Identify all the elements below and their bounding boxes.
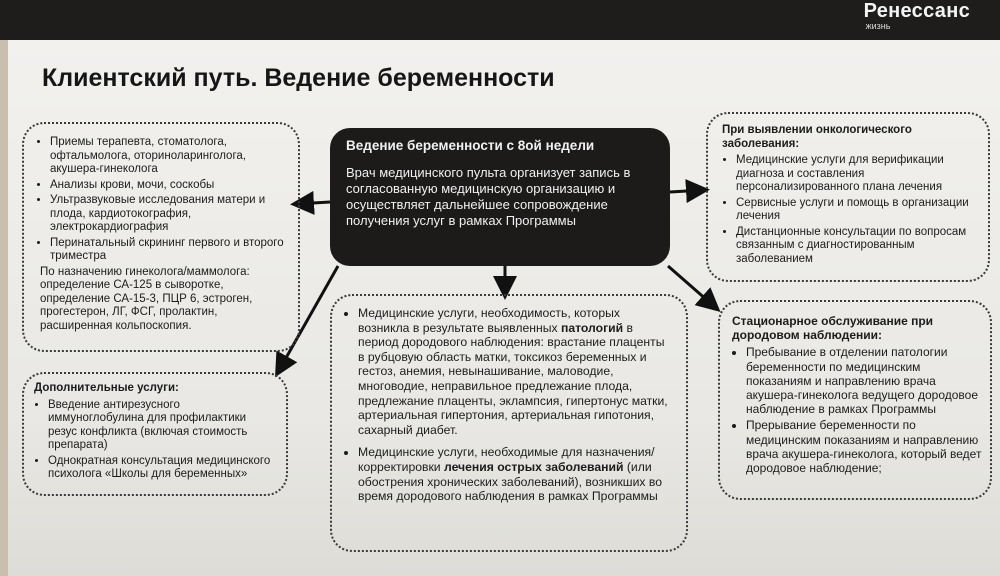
- pathology-text-bold: патологий: [560, 320, 624, 335]
- list-item: • Ультразвуковые исследования матери и плода, кардиотокография, электрокардиография: [50, 194, 288, 235]
- inpatient-box: [718, 300, 992, 500]
- list-item: • Прерывание беременности по медицинским показаниям и направлению врача акушера-гинеколога, который ведет дородовое наблюдение;: [746, 418, 982, 475]
- pathology-text-post: в период дородового наблюдения: врастание плаценты в рубцовую область матки, токсикоз беременных и гестоз, анемия, невынашивание, маловодие, многоводие, неправильное предлежание плода, предлежание плаценты, эклампсия, гипертонус матки, артериальная гипертония, артериальная гипотония, сахарный диабет.: [358, 320, 668, 437]
- basic-services-list: [36, 136, 288, 264]
- basic-services-box: [22, 122, 300, 352]
- acute-text-pre: Медицинские услуги, необходимые для назначения/корректировки: [358, 445, 655, 474]
- list-item: • Медицинские услуги для верификации диагноза и составления персонализированного плана лечения: [736, 154, 980, 195]
- list-item: • Приемы терапевта, стоматолога, офтальмолога, оториноларинголога, акушера-гинеколога: [50, 136, 288, 177]
- arrow-left: [296, 202, 330, 204]
- pathology-services-list: [344, 306, 674, 504]
- arrow-right: [670, 190, 704, 192]
- oncology-title: При выявлении онкологического заболевания:: [722, 124, 912, 150]
- acute-text-post: (или обострения хронических заболеваний), возникших во время дородового наблюдения в рамках Программы: [358, 459, 662, 504]
- list-item: [358, 445, 674, 503]
- brand-sub: жизнь: [865, 21, 891, 31]
- page-title: Клиентский путь. Ведение беременности: [42, 64, 555, 92]
- list-item: • Сервисные услуги и помощь в организации лечения: [736, 197, 980, 224]
- inpatient-list: [732, 345, 982, 475]
- brand-name: Ренессанс: [863, 0, 970, 22]
- list-item: • Дистанционные консультации по вопросам связанным с диагностированным заболеванием: [736, 226, 980, 267]
- list-item: [358, 306, 674, 437]
- pathology-services-box: [330, 294, 688, 552]
- center-title: Ведение беременности с 8ой недели: [346, 138, 595, 153]
- pathology-text-pre: Медицинские услуги, необходимость, которых возникла в результате выявленных: [358, 306, 620, 335]
- oncology-list: [722, 154, 980, 266]
- additional-services-title: Дополнительные услуги:: [34, 382, 179, 394]
- list-item: • Анализы крови, мочи, соскобы: [50, 179, 288, 193]
- list-item: • Однократная консультация медицинского психолога «Школы для беременных»: [48, 455, 276, 482]
- pregnancy-management-box: [330, 128, 670, 266]
- additional-services-box: [22, 372, 288, 496]
- list-item: • Введение антирезусного иммуноглобулина для профилактики резус конфликта (включая стоимость препарата): [48, 399, 276, 453]
- oncology-box: [706, 112, 990, 282]
- inpatient-title: Стационарное обслуживание при дородовом наблюдении:: [732, 314, 934, 343]
- gynecologist-note: По назначению гинеколога/маммолога: определение СА-125 в сыворотке, определение СА-15-3, ПЦР 6, эстроген, прогестерон, ЛГ, ФСГ, пролактин, расширенная кольпоскопия.: [40, 265, 253, 332]
- list-item: • Пребывание в отделении патологии беременности по медицинским показаниям и направлению врача акушера-гинеколога ведущего дородовое наблюдение в рамках Программы: [746, 345, 982, 416]
- center-text: Врач медицинского пульта организует запись в согласованную медицинскую организацию и осуществляет дальнейшее сопровождение получения услуг в рамках Программы: [346, 165, 631, 228]
- additional-services-list: [34, 399, 276, 482]
- list-item: • Перинатальный скрининг первого и второго триместра: [50, 237, 288, 264]
- acute-text-bold: лечения острых заболеваний: [444, 459, 624, 474]
